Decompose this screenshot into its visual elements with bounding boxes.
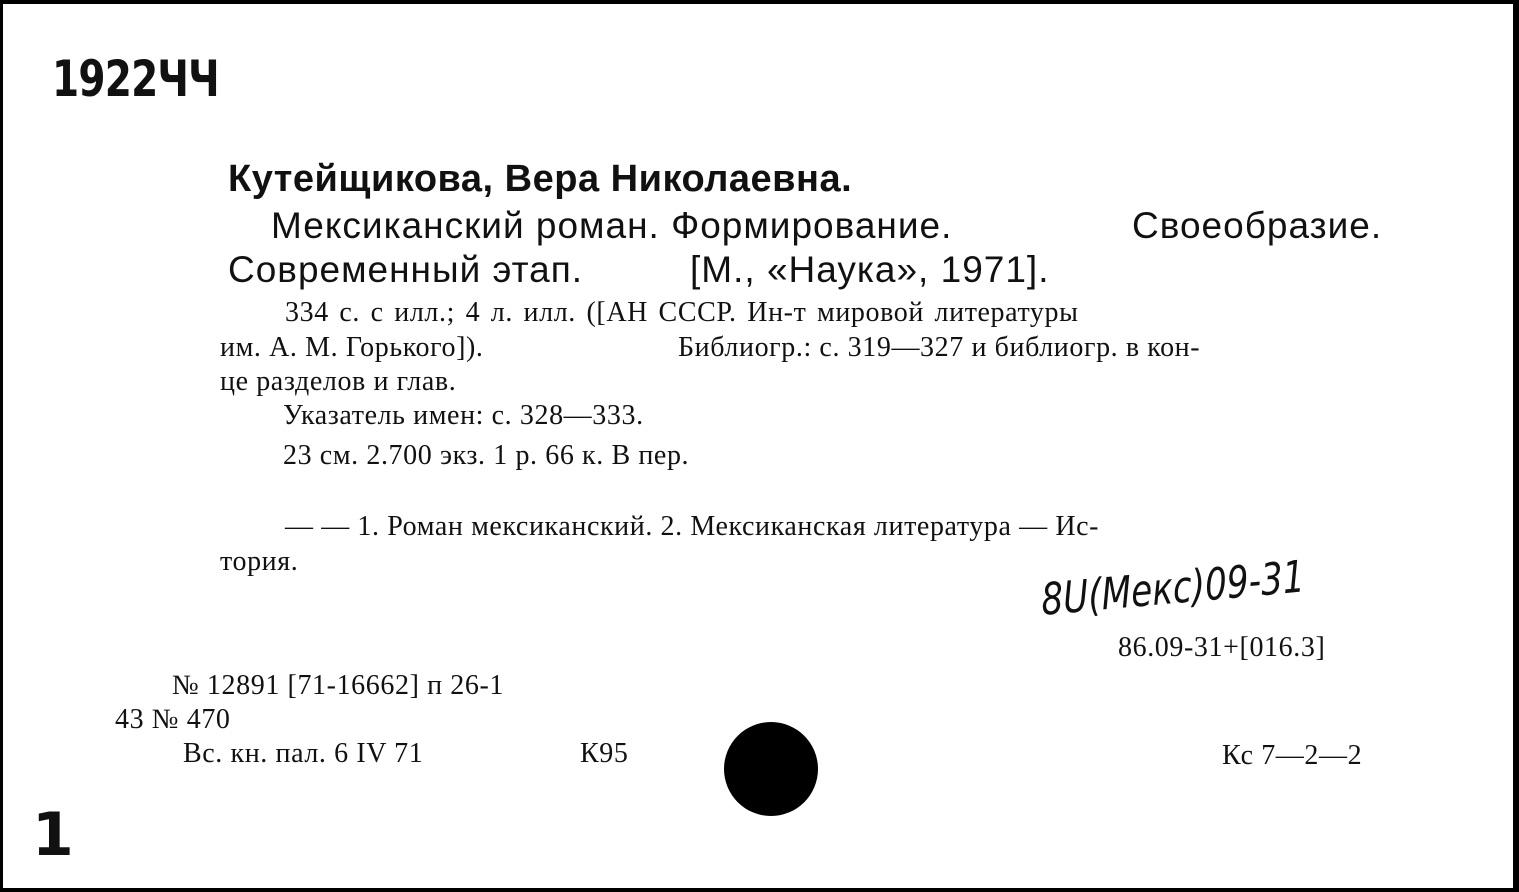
author-mark: К95 [580, 738, 629, 769]
punch-hole [724, 722, 818, 816]
subjects-line-2: тория. [220, 546, 299, 577]
scan-edge-right [1513, 0, 1519, 892]
title-line-1: Мексиканский роман. Формирование. [271, 205, 953, 246]
card-second-line: 43 № 470 [115, 704, 231, 735]
handwritten-one: 1 [32, 800, 74, 870]
title-line-1-right: Своеобразие. [1132, 205, 1383, 246]
inventory-number: 1922ЧЧ [52, 50, 219, 108]
imprint: [М., «Наука», 1971]. [690, 249, 1050, 290]
description-line-3: це разделов и глав. [220, 366, 457, 397]
description-line-2: им. А. М. Горького]). [220, 332, 484, 363]
physical-description: 23 см. 2.700 экз. 1 р. 66 к. В пер. [283, 440, 690, 471]
index-note: Указатель имен: с. 328—333. [283, 400, 644, 431]
subjects-line-1: — — 1. Роман мексиканский. 2. Мексиканская литература — Ис- [285, 511, 1100, 542]
description-line-1: 334 с. с илл.; 4 л. илл. ([АН СССР. Ин-т мировой литературы [285, 297, 1079, 328]
author-heading: Кутейщикова, Вера Николаевна. [228, 158, 853, 200]
kc-code: Кс 7—2—2 [1222, 740, 1363, 771]
description-line-2-right: Библиогр.: с. 319—327 и библиогр. в кон- [678, 332, 1201, 363]
title-line-2: Современный этап. [228, 249, 584, 290]
scan-edge-left [0, 0, 3, 892]
bbk-code: 86.09-31+[016.3] [1118, 632, 1326, 663]
scan-edge-top [0, 0, 1519, 4]
scan-edge-bottom [0, 888, 1519, 892]
handwritten-classification: 8U(Мекс)09-31 [1040, 551, 1306, 626]
card-number-line: № 12891 [71-16662] п 26-1 [172, 670, 504, 701]
book-chamber-line: Вс. кн. пал. 6 IV 71 [183, 738, 424, 769]
